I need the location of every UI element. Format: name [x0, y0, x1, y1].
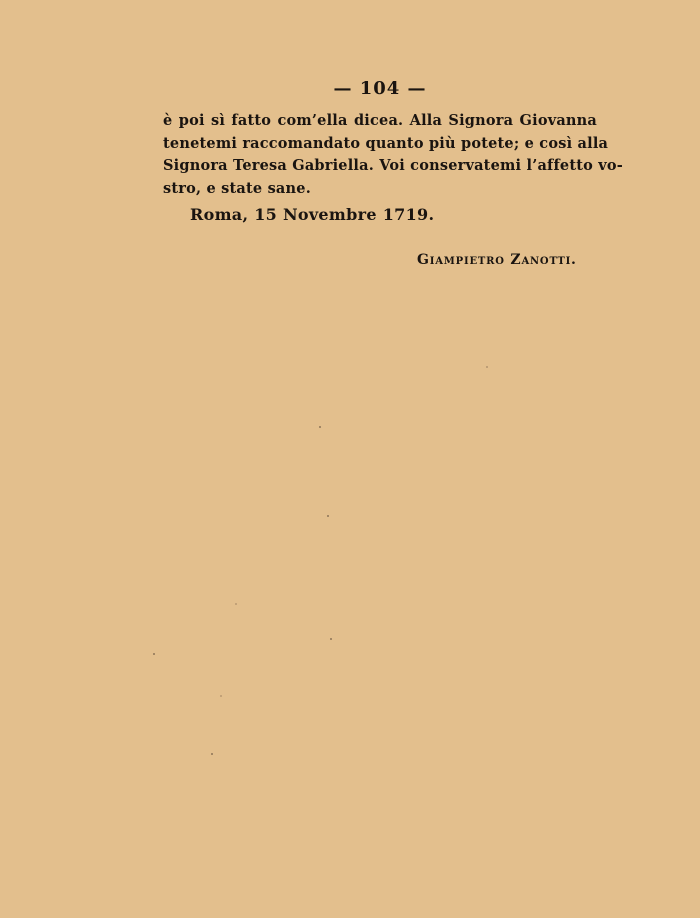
paper-speck	[220, 695, 222, 697]
paper-speck	[330, 638, 332, 640]
page-number: — 104 —	[333, 78, 427, 99]
letter-signature: Giampietro Zanotti.	[417, 252, 577, 268]
body-line: tenetemi raccomandato quanto più potete; e così alla	[163, 134, 609, 152]
letter-dateline: Roma, 15 Novembre 1719.	[190, 205, 435, 224]
paper-speck	[153, 653, 155, 655]
letter-body	[163, 110, 623, 200]
paper-speck	[211, 753, 213, 755]
body-line: stro, e state sane.	[163, 179, 311, 197]
paper-speck	[235, 603, 237, 605]
paper-speck	[327, 515, 329, 517]
paper-speck	[486, 366, 488, 368]
paper-speck	[319, 426, 321, 428]
body-line: è poi sì fatto com’ella dicea. Alla Signora Giovanna	[163, 112, 597, 129]
body-line: Signora Teresa Gabriella. Voi conservatemi l’affetto vo-	[163, 157, 623, 174]
